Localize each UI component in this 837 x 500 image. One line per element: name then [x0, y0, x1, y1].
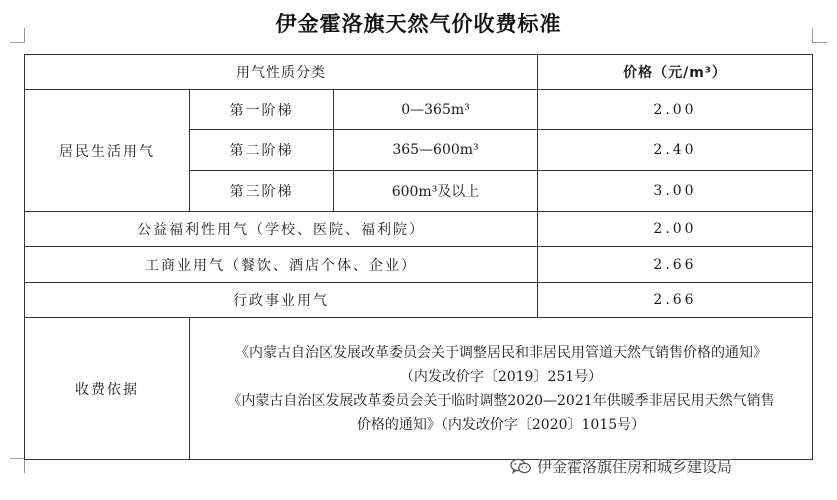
- category-label: 公益福利性用气（学校、医院、福利院）: [25, 212, 538, 247]
- tier-name: 第二阶梯: [190, 130, 334, 171]
- tier-range: 365—600m³: [334, 130, 538, 171]
- table-row: [25, 212, 813, 247]
- tier-name: 第三阶梯: [190, 171, 334, 212]
- page-title: 伊金霍洛旗天然气价收费标准: [275, 12, 562, 36]
- table-row: [25, 90, 813, 130]
- tier-price: 2.00: [538, 90, 813, 130]
- crop-mark-bottom-left: [10, 458, 25, 473]
- table-row: [25, 283, 813, 318]
- residential-label: 居民生活用气: [25, 90, 190, 212]
- watermark-text: 伊金霍洛旗住房和城乡建设局: [537, 457, 733, 476]
- category-label: 工商业用气（餐饮、酒店个体、企业）: [25, 247, 538, 283]
- wechat-icon: [510, 458, 532, 475]
- watermark: [510, 456, 732, 476]
- price-header: 价格（元/m³）: [538, 55, 813, 90]
- basis-row: [25, 318, 813, 460]
- category-price: 2.66: [538, 247, 813, 283]
- category-price: 2.66: [538, 283, 813, 318]
- basis-line: 《内蒙古自治区发展改革委员会关于临时调整2020—2021年供暖季非居民用天然气销售: [227, 392, 775, 409]
- tier-price: 3.00: [538, 171, 813, 212]
- basis-label: 收费依据: [25, 318, 190, 460]
- gas-price-table: [24, 54, 813, 460]
- basis-line: （内发改价字〔2019〕251号）: [399, 368, 603, 385]
- basis-line: 《内蒙古自治区发展改革委员会关于调整居民和非居民用管道天然气销售价格的通知》: [235, 344, 767, 361]
- category-label: 行政事业用气: [25, 283, 538, 318]
- table-row: [25, 247, 813, 283]
- tier-range: 0—365m³: [334, 90, 538, 130]
- crop-mark-top-left: [10, 28, 25, 43]
- tier-range: 600m³及以上: [334, 171, 538, 212]
- tier-price: 2.40: [538, 130, 813, 171]
- category-header: 用气性质分类: [25, 55, 538, 90]
- tier-name: 第一阶梯: [190, 90, 334, 130]
- basis-text: [190, 318, 813, 460]
- table-header-row: [25, 55, 813, 90]
- basis-line: 价格的通知》（内发改价字〔2020〕1015号）: [356, 416, 646, 433]
- category-price: 2.00: [538, 212, 813, 247]
- crop-mark-top-right: [812, 28, 827, 43]
